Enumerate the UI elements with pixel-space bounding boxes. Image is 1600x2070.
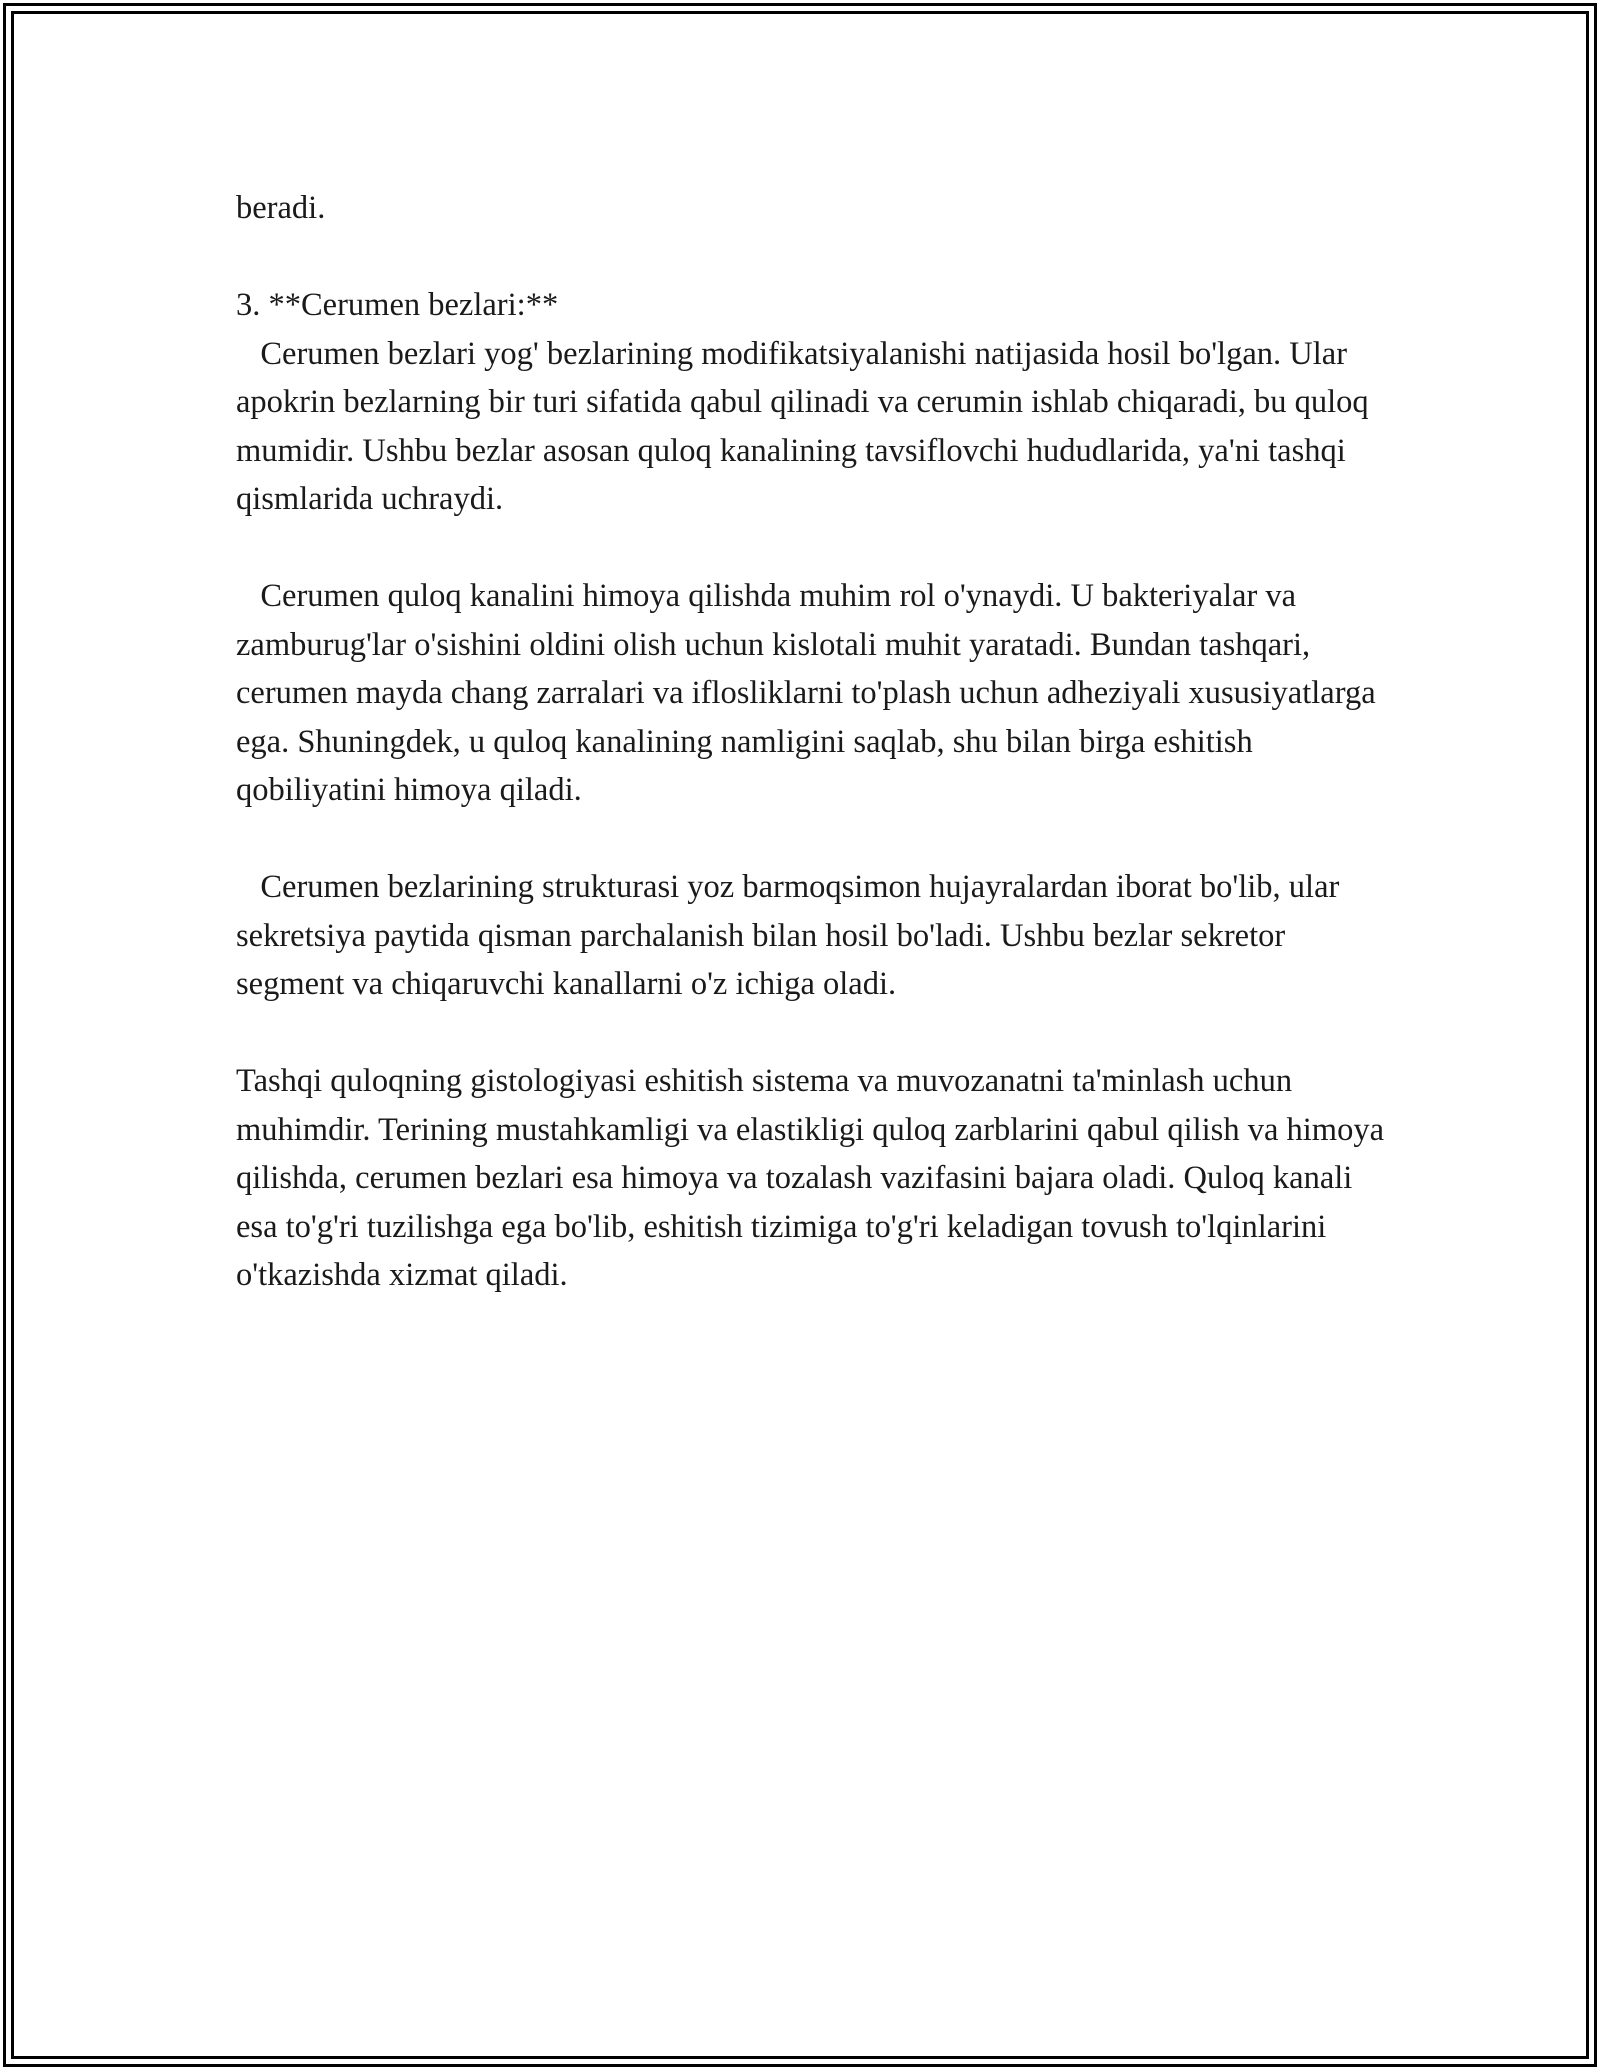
paragraph-spacer [236, 1009, 1386, 1058]
paragraph-spacer [236, 233, 1386, 282]
paragraph-cerumen-structure: Cerumen bezlarining strukturasi yoz barmoqsimon hujayralardan iborat bo'lib, ular sekretsiya paytida qisman parchalanish bilan hosil bo'ladi. Ushbu bezlar sekretor segment va chiqaruvchi kanallarni o'z ichiga oladi. [236, 869, 1348, 1002]
paragraph-spacer [236, 524, 1386, 573]
paragraph-continuation: beradi. [236, 190, 326, 226]
paragraph-cerumen-function: Cerumen quloq kanalini himoya qilishda muhim rol o'ynaydi. U bakteriyalar va zamburug'lar o'sishini oldini olish uchun kislotali muhit yaratadi. Bundan tashqari, cerumen mayda chang zarralari va iflosliklarni to'plash uchun adheziyali xususiyatlarga ega. Shuningdek, u quloq kanalining namligini saqlab, shu bilan birga eshitish qobiliyatini himoya qiladi. [236, 578, 1384, 808]
paragraph-spacer [236, 815, 1386, 864]
paragraph-conclusion: Tashqi quloqning gistologiyasi eshitish sistema va muvozanatni ta'minlash uchun muhimdir. Terining mustahkamligi va elastikligi quloq zarblarini qabul qilish va himoya qilishda, cerumen bezlari esa himoya va tozalash vazifasini bajara oladi. Quloq kanali esa to'g'ri tuzilishga ega bo'lib, eshitish tizimiga to'g'ri keladigan tovush to'lqinlarini o'tkazishda xizmat qiladi. [236, 1063, 1393, 1293]
paragraph-cerumen-glands: 3. **Cerumen bezlari:** Cerumen bezlari yog' bezlarining modifikatsiyalanishi natijasida hosil bo'lgan. Ular apokrin bezlarning bir turi sifatida qabul qilinadi va cerumin ishlab chiqaradi, bu quloq mumidir. Ushbu bezlar asosan quloq kanalining tavsiflovchi hududlarida, ya'ni tashqi qismlarida uchraydi. [236, 287, 1369, 517]
document-body [236, 184, 1393, 1300]
